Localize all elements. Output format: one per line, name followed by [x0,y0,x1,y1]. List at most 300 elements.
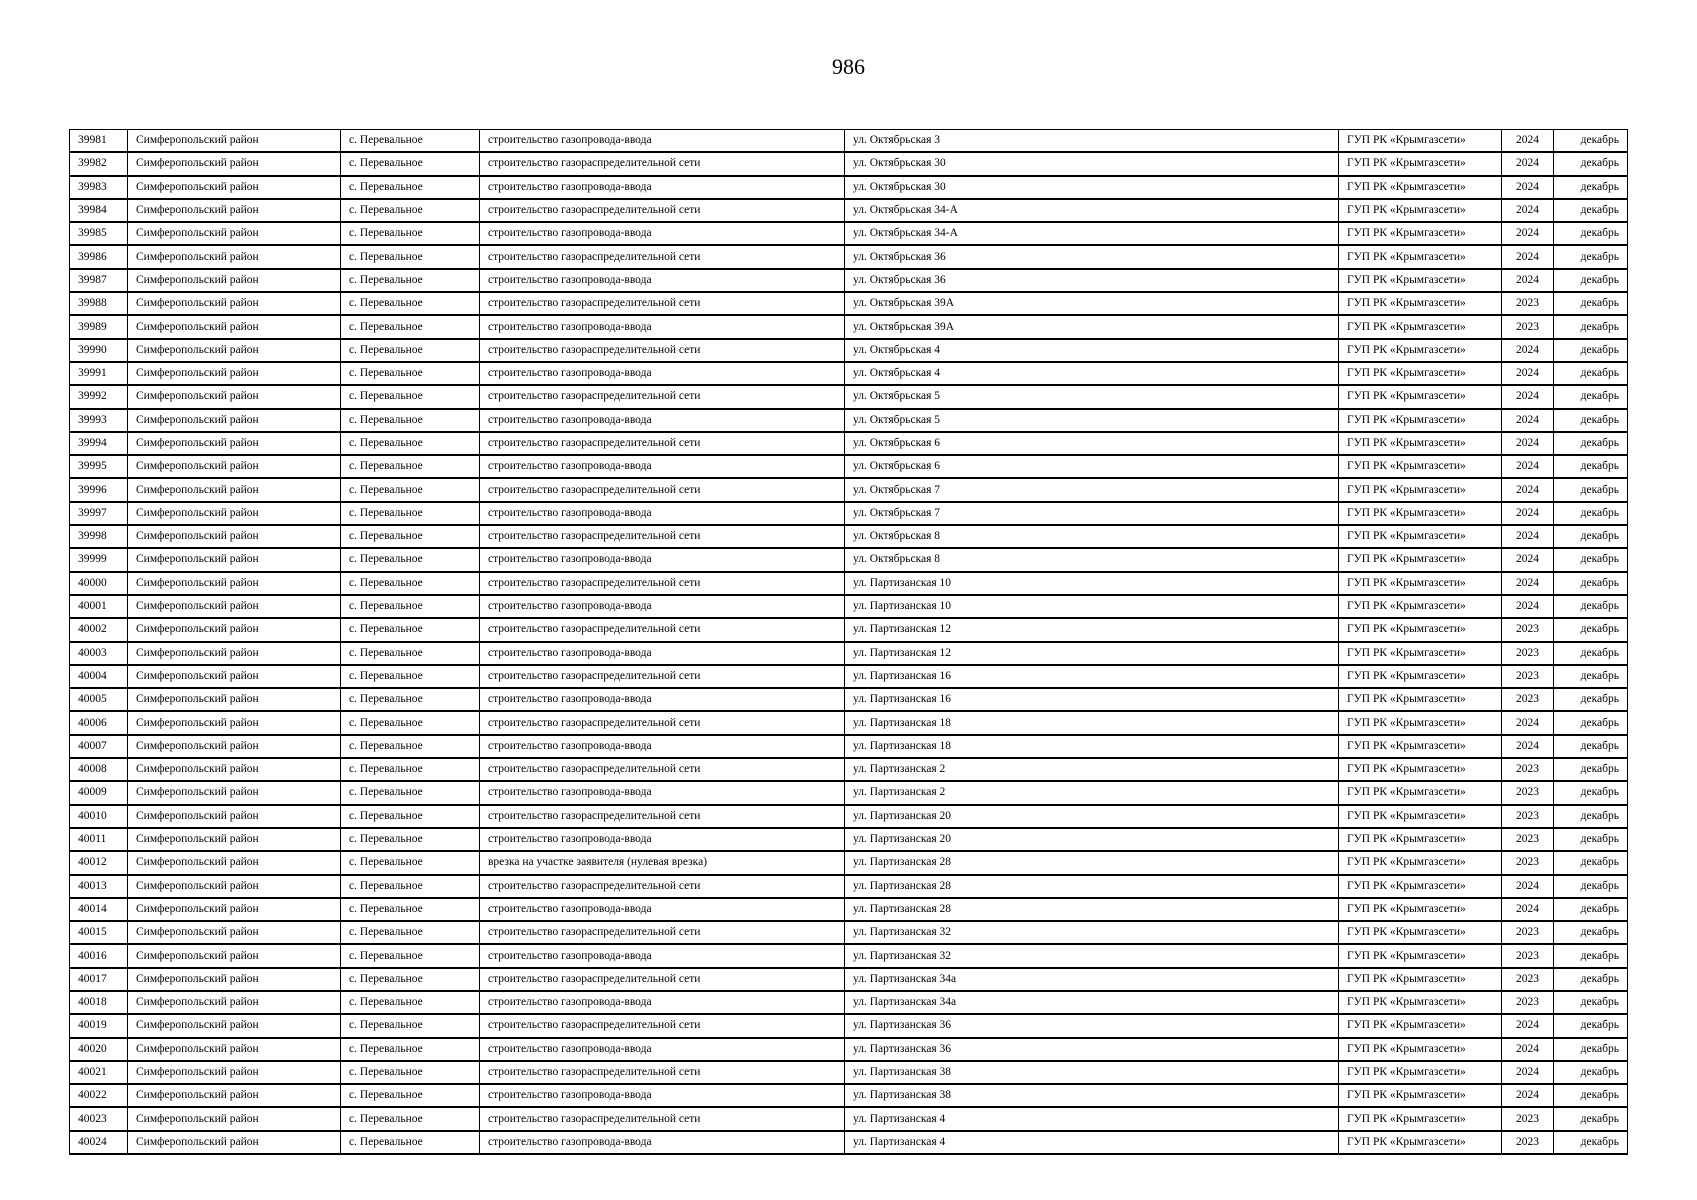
organization-cell: ГУП РК «Крымгазсети» [1339,269,1502,292]
year-cell: 2023 [1502,968,1554,991]
work-type-cell: строительство газораспределительной сети [480,921,845,944]
row-number-cell: 39981 [70,130,128,153]
row-number-cell: 40020 [70,1038,128,1061]
organization-cell: ГУП РК «Крымгазсети» [1339,758,1502,781]
month-cell: декабрь [1554,409,1628,432]
table-row [70,525,1628,548]
table-row [70,968,1628,991]
month-cell: декабрь [1554,921,1628,944]
year-cell: 2024 [1502,409,1554,432]
organization-cell: ГУП РК «Крымгазсети» [1339,548,1502,571]
settlement-cell: с. Перевальное [341,688,480,711]
address-cell: ул. Партизанская 38 [845,1061,1339,1084]
settlement-cell: с. Перевальное [341,362,480,385]
work-type-cell: строительство газопровода-ввода [480,735,845,758]
row-number-cell: 39995 [70,455,128,478]
settlement-cell: с. Перевальное [341,292,480,315]
organization-cell: ГУП РК «Крымгазсети» [1339,176,1502,199]
settlement-cell: с. Перевальное [341,269,480,292]
row-number-cell: 40000 [70,572,128,595]
row-number-cell: 40015 [70,921,128,944]
month-cell: декабрь [1554,130,1628,153]
work-type-cell: строительство газопровода-ввода [480,130,845,153]
work-type-cell: строительство газопровода-ввода [480,1084,845,1107]
address-cell: ул. Партизанская 12 [845,618,1339,641]
work-type-cell: строительство газораспределительной сети [480,152,845,175]
organization-cell: ГУП РК «Крымгазсети» [1339,502,1502,525]
address-cell: ул. Партизанская 10 [845,595,1339,618]
organization-cell: ГУП РК «Крымгазсети» [1339,711,1502,734]
organization-cell: ГУП РК «Крымгазсети» [1339,525,1502,548]
settlement-cell: с. Перевальное [341,1038,480,1061]
address-cell: ул. Октябрьская 36 [845,245,1339,268]
district-cell: Симферопольский район [128,525,341,548]
table-row [70,548,1628,571]
settlement-cell: с. Перевальное [341,502,480,525]
month-cell: декабрь [1554,362,1628,385]
table-row [70,339,1628,362]
work-type-cell: строительство газораспределительной сети [480,805,845,828]
year-cell: 2023 [1502,688,1554,711]
organization-cell: ГУП РК «Крымгазсети» [1339,805,1502,828]
month-cell: декабрь [1554,478,1628,501]
address-cell: ул. Партизанская 12 [845,642,1339,665]
row-number-cell: 40019 [70,1014,128,1037]
address-cell: ул. Партизанская 36 [845,1038,1339,1061]
address-cell: ул. Партизанская 32 [845,944,1339,967]
row-number-cell: 40007 [70,735,128,758]
row-number-cell: 40005 [70,688,128,711]
work-type-cell: строительство газораспределительной сети [480,432,845,455]
table-row [70,199,1628,222]
year-cell: 2024 [1502,222,1554,245]
year-cell: 2024 [1502,525,1554,548]
work-type-cell: строительство газопровода-ввода [480,1131,845,1154]
row-number-cell: 40011 [70,828,128,851]
settlement-cell: с. Перевальное [341,385,480,408]
table-row [70,315,1628,338]
row-number-cell: 39989 [70,315,128,338]
year-cell: 2024 [1502,362,1554,385]
page-number: 986 [832,54,865,79]
organization-cell: ГУП РК «Крымгазсети» [1339,735,1502,758]
address-cell: ул. Октябрьская 5 [845,409,1339,432]
row-number-cell: 40002 [70,618,128,641]
district-cell: Симферопольский район [128,362,341,385]
year-cell: 2023 [1502,828,1554,851]
year-cell: 2024 [1502,711,1554,734]
month-cell: декабрь [1554,432,1628,455]
settlement-cell: с. Перевальное [341,875,480,898]
settlement-cell: с. Перевальное [341,525,480,548]
month-cell: декабрь [1554,315,1628,338]
month-cell: декабрь [1554,269,1628,292]
year-cell: 2023 [1502,781,1554,804]
month-cell: декабрь [1554,735,1628,758]
settlement-cell: с. Перевальное [341,315,480,338]
address-cell: ул. Партизанская 18 [845,711,1339,734]
row-number-cell: 40001 [70,595,128,618]
district-cell: Симферопольский район [128,781,341,804]
table-row [70,1107,1628,1130]
month-cell: декабрь [1554,222,1628,245]
work-type-cell: строительство газопровода-ввода [480,409,845,432]
month-cell: декабрь [1554,642,1628,665]
table-row [70,409,1628,432]
work-type-cell: строительство газопровода-ввода [480,1038,845,1061]
settlement-cell: с. Перевальное [341,199,480,222]
organization-cell: ГУП РК «Крымгазсети» [1339,781,1502,804]
district-cell: Симферопольский район [128,875,341,898]
row-number-cell: 40009 [70,781,128,804]
district-cell: Симферопольский район [128,1061,341,1084]
row-number-cell: 39983 [70,176,128,199]
month-cell: декабрь [1554,339,1628,362]
year-cell: 2024 [1502,875,1554,898]
settlement-cell: с. Перевальное [341,898,480,921]
table-row [70,1131,1628,1154]
settlement-cell: с. Перевальное [341,152,480,175]
address-cell: ул. Партизанская 20 [845,805,1339,828]
year-cell: 2024 [1502,455,1554,478]
district-cell: Симферопольский район [128,898,341,921]
table-row [70,688,1628,711]
settlement-cell: с. Перевальное [341,1107,480,1130]
row-number-cell: 39992 [70,385,128,408]
organization-cell: ГУП РК «Крымгазсети» [1339,222,1502,245]
organization-cell: ГУП РК «Крымгазсети» [1339,1061,1502,1084]
address-cell: ул. Партизанская 10 [845,572,1339,595]
address-cell: ул. Партизанская 16 [845,688,1339,711]
row-number-cell: 39984 [70,199,128,222]
year-cell: 2023 [1502,618,1554,641]
row-number-cell: 39997 [70,502,128,525]
work-type-cell: строительство газопровода-ввода [480,828,845,851]
month-cell: декабрь [1554,1084,1628,1107]
organization-cell: ГУП РК «Крымгазсети» [1339,245,1502,268]
table-row [70,502,1628,525]
month-cell: декабрь [1554,245,1628,268]
organization-cell: ГУП РК «Крымгазсети» [1339,385,1502,408]
district-cell: Симферопольский район [128,665,341,688]
address-cell: ул. Партизанская 38 [845,1084,1339,1107]
settlement-cell: с. Перевальное [341,595,480,618]
district-cell: Симферопольский район [128,385,341,408]
district-cell: Симферопольский район [128,968,341,991]
month-cell: декабрь [1554,1131,1628,1154]
table-row [70,362,1628,385]
work-type-cell: строительство газораспределительной сети [480,968,845,991]
work-type-cell: строительство газопровода-ввода [480,595,845,618]
year-cell: 2023 [1502,805,1554,828]
work-type-cell: строительство газопровода-ввода [480,269,845,292]
month-cell: декабрь [1554,1038,1628,1061]
row-number-cell: 40017 [70,968,128,991]
table-row [70,455,1628,478]
year-cell: 2023 [1502,758,1554,781]
month-cell: декабрь [1554,805,1628,828]
organization-cell: ГУП РК «Крымгазсети» [1339,898,1502,921]
organization-cell: ГУП РК «Крымгазсети» [1339,968,1502,991]
work-type-cell: врезка на участке заявителя (нулевая врезка) [480,851,845,874]
month-cell: декабрь [1554,455,1628,478]
district-cell: Симферопольский район [128,851,341,874]
month-cell: декабрь [1554,991,1628,1014]
address-cell: ул. Партизанская 28 [845,851,1339,874]
organization-cell: ГУП РК «Крымгазсети» [1339,851,1502,874]
district-cell: Симферопольский район [128,409,341,432]
year-cell: 2024 [1502,595,1554,618]
settlement-cell: с. Перевальное [341,828,480,851]
organization-cell: ГУП РК «Крымгазсети» [1339,642,1502,665]
year-cell: 2024 [1502,1014,1554,1037]
organization-cell: ГУП РК «Крымгазсети» [1339,1014,1502,1037]
row-number-cell: 39985 [70,222,128,245]
row-number-cell: 40016 [70,944,128,967]
row-number-cell: 40023 [70,1107,128,1130]
month-cell: декабрь [1554,176,1628,199]
address-cell: ул. Партизанская 4 [845,1107,1339,1130]
district-cell: Симферопольский район [128,711,341,734]
table-row [70,618,1628,641]
district-cell: Симферопольский район [128,176,341,199]
year-cell: 2023 [1502,1131,1554,1154]
table-row [70,572,1628,595]
address-cell: ул. Партизанская 16 [845,665,1339,688]
settlement-cell: с. Перевальное [341,711,480,734]
district-cell: Симферопольский район [128,130,341,153]
organization-cell: ГУП РК «Крымгазсети» [1339,432,1502,455]
work-type-cell: строительство газораспределительной сети [480,758,845,781]
settlement-cell: с. Перевальное [341,176,480,199]
settlement-cell: с. Перевальное [341,245,480,268]
organization-cell: ГУП РК «Крымгазсети» [1339,572,1502,595]
year-cell: 2024 [1502,199,1554,222]
table-row [70,130,1628,153]
year-cell: 2024 [1502,548,1554,571]
year-cell: 2024 [1502,572,1554,595]
month-cell: декабрь [1554,525,1628,548]
table-row [70,269,1628,292]
row-number-cell: 40013 [70,875,128,898]
year-cell: 2023 [1502,665,1554,688]
row-number-cell: 39990 [70,339,128,362]
organization-cell: ГУП РК «Крымгазсети» [1339,1107,1502,1130]
address-cell: ул. Партизанская 18 [845,735,1339,758]
district-cell: Симферопольский район [128,339,341,362]
table-row [70,735,1628,758]
address-cell: ул. Партизанская 20 [845,828,1339,851]
settlement-cell: с. Перевальное [341,968,480,991]
district-cell: Симферопольский район [128,572,341,595]
organization-cell: ГУП РК «Крымгазсети» [1339,688,1502,711]
settlement-cell: с. Перевальное [341,851,480,874]
district-cell: Симферопольский район [128,1084,341,1107]
settlement-cell: с. Перевальное [341,1084,480,1107]
district-cell: Симферопольский район [128,315,341,338]
month-cell: декабрь [1554,548,1628,571]
row-number-cell: 39994 [70,432,128,455]
settlement-cell: с. Перевальное [341,339,480,362]
settlement-cell: с. Перевальное [341,991,480,1014]
table-row [70,851,1628,874]
month-cell: декабрь [1554,944,1628,967]
table-row [70,921,1628,944]
year-cell: 2023 [1502,944,1554,967]
settlement-cell: с. Перевальное [341,1131,480,1154]
work-type-cell: строительство газораспределительной сети [480,478,845,501]
year-cell: 2024 [1502,245,1554,268]
address-cell: ул. Октябрьская 30 [845,152,1339,175]
settlement-cell: с. Перевальное [341,665,480,688]
address-cell: ул. Партизанская 32 [845,921,1339,944]
table-row [70,478,1628,501]
row-number-cell: 40012 [70,851,128,874]
district-cell: Симферопольский район [128,548,341,571]
district-cell: Симферопольский район [128,805,341,828]
year-cell: 2024 [1502,1038,1554,1061]
district-cell: Симферопольский район [128,1131,341,1154]
month-cell: декабрь [1554,199,1628,222]
work-type-cell: строительство газораспределительной сети [480,875,845,898]
district-cell: Симферопольский район [128,152,341,175]
work-type-cell: строительство газораспределительной сети [480,665,845,688]
table-row [70,781,1628,804]
work-type-cell: строительство газопровода-ввода [480,176,845,199]
district-cell: Симферопольский район [128,292,341,315]
organization-cell: ГУП РК «Крымгазсети» [1339,199,1502,222]
month-cell: декабрь [1554,292,1628,315]
district-cell: Симферопольский район [128,222,341,245]
month-cell: декабрь [1554,711,1628,734]
settlement-cell: с. Перевальное [341,781,480,804]
month-cell: декабрь [1554,1014,1628,1037]
address-cell: ул. Октябрьская 30 [845,176,1339,199]
organization-cell: ГУП РК «Крымгазсети» [1339,875,1502,898]
table-row [70,292,1628,315]
settlement-cell: с. Перевальное [341,642,480,665]
row-number-cell: 40022 [70,1084,128,1107]
organization-cell: ГУП РК «Крымгазсети» [1339,944,1502,967]
table-row [70,711,1628,734]
row-number-cell: 39999 [70,548,128,571]
settlement-cell: с. Перевальное [341,222,480,245]
table-row [70,152,1628,175]
organization-cell: ГУП РК «Крымгазсети» [1339,152,1502,175]
address-cell: ул. Октябрьская 7 [845,478,1339,501]
settlement-cell: с. Перевальное [341,1061,480,1084]
address-cell: ул. Партизанская 28 [845,898,1339,921]
district-cell: Симферопольский район [128,642,341,665]
row-number-cell: 39988 [70,292,128,315]
year-cell: 2024 [1502,1061,1554,1084]
district-cell: Симферопольский район [128,758,341,781]
year-cell: 2023 [1502,292,1554,315]
row-number-cell: 40021 [70,1061,128,1084]
month-cell: декабрь [1554,152,1628,175]
row-number-cell: 39987 [70,269,128,292]
organization-cell: ГУП РК «Крымгазсети» [1339,665,1502,688]
work-type-cell: строительство газопровода-ввода [480,898,845,921]
month-cell: декабрь [1554,1107,1628,1130]
settlement-cell: с. Перевальное [341,1014,480,1037]
district-cell: Симферопольский район [128,478,341,501]
settlement-cell: с. Перевальное [341,409,480,432]
table-row [70,1014,1628,1037]
work-type-cell: строительство газопровода-ввода [480,502,845,525]
address-cell: ул. Октябрьская 39А [845,315,1339,338]
table-row [70,1061,1628,1084]
row-number-cell: 39982 [70,152,128,175]
district-cell: Симферопольский район [128,921,341,944]
row-number-cell: 39991 [70,362,128,385]
settlement-cell: с. Перевальное [341,618,480,641]
work-type-cell: строительство газораспределительной сети [480,711,845,734]
district-cell: Симферопольский район [128,269,341,292]
settlement-cell: с. Перевальное [341,455,480,478]
table-row [70,222,1628,245]
month-cell: декабрь [1554,1061,1628,1084]
table-row [70,595,1628,618]
year-cell: 2024 [1502,152,1554,175]
district-cell: Симферопольский район [128,735,341,758]
year-cell: 2023 [1502,921,1554,944]
table-row [70,665,1628,688]
organization-cell: ГУП РК «Крымгазсети» [1339,130,1502,153]
month-cell: декабрь [1554,851,1628,874]
district-cell: Симферопольский район [128,502,341,525]
address-cell: ул. Октябрьская 34-А [845,222,1339,245]
year-cell: 2024 [1502,502,1554,525]
year-cell: 2023 [1502,1107,1554,1130]
district-cell: Симферопольский район [128,991,341,1014]
address-cell: ул. Октябрьская 34-А [845,199,1339,222]
organization-cell: ГУП РК «Крымгазсети» [1339,1084,1502,1107]
organization-cell: ГУП РК «Крымгазсети» [1339,921,1502,944]
work-type-cell: строительство газопровода-ввода [480,362,845,385]
work-type-cell: строительство газопровода-ввода [480,781,845,804]
work-type-cell: строительство газораспределительной сети [480,245,845,268]
address-cell: ул. Партизанская 34а [845,991,1339,1014]
row-number-cell: 39996 [70,478,128,501]
table-row [70,805,1628,828]
address-cell: ул. Партизанская 2 [845,781,1339,804]
district-cell: Симферопольский район [128,688,341,711]
year-cell: 2023 [1502,642,1554,665]
organization-cell: ГУП РК «Крымгазсети» [1339,1131,1502,1154]
work-type-cell: строительство газопровода-ввода [480,991,845,1014]
settlement-cell: с. Перевальное [341,432,480,455]
address-cell: ул. Партизанская 2 [845,758,1339,781]
address-cell: ул. Партизанская 34а [845,968,1339,991]
organization-cell: ГУП РК «Крымгазсети» [1339,362,1502,385]
work-type-cell: строительство газораспределительной сети [480,618,845,641]
work-type-cell: строительство газораспределительной сети [480,525,845,548]
month-cell: декабрь [1554,828,1628,851]
settlement-cell: с. Перевальное [341,572,480,595]
address-cell: ул. Партизанская 28 [845,875,1339,898]
table-row [70,385,1628,408]
district-cell: Симферопольский район [128,455,341,478]
settlement-cell: с. Перевальное [341,130,480,153]
district-cell: Симферопольский район [128,432,341,455]
work-type-cell: строительство газораспределительной сети [480,199,845,222]
settlement-cell: с. Перевальное [341,548,480,571]
district-cell: Симферопольский район [128,245,341,268]
address-cell: ул. Октябрьская 4 [845,339,1339,362]
settlement-cell: с. Перевальное [341,735,480,758]
work-type-cell: строительство газораспределительной сети [480,1014,845,1037]
